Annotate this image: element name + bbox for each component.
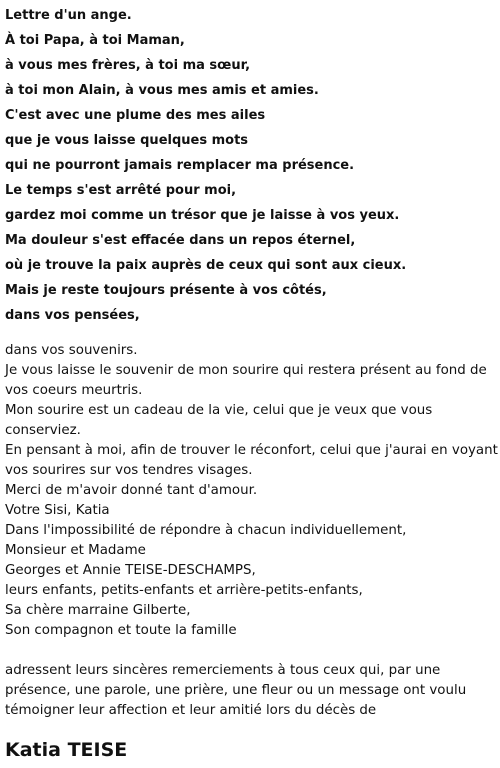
body-line: vos sourires sur vos tendres visages.	[5, 463, 253, 478]
poem-line: où je trouve la paix auprès de ceux qui sont aux cieux.	[5, 258, 407, 273]
body-line: présence, une parole, une prière, une fleur ou un message ont voulu	[5, 683, 467, 698]
body-line: leurs enfants, petits-enfants et arrière-petits-enfants,	[5, 583, 363, 598]
poem-line: C'est avec une plume des mes ailes	[5, 108, 266, 123]
body-line: Georges et Annie TEISE-DESCHAMPS,	[5, 563, 256, 578]
body-line: Mon sourire est un cadeau de la vie, celui que je veux que vous	[5, 403, 433, 418]
body-line: témoigner leur affection et leur amitié lors du décès de	[5, 703, 377, 718]
poem-line: Ma douleur s'est effacée dans un repos éternel,	[5, 233, 356, 248]
poem-line: À toi Papa, à toi Maman,	[5, 33, 185, 48]
body-line: Dans l'impossibilité de répondre à chacun individuellement,	[5, 523, 407, 538]
poem-line: à vous mes frères, à toi ma sœur,	[5, 58, 251, 73]
body-line: En pensant à moi, afin de trouver le réconfort, celui que j'aurai en voyant	[5, 443, 498, 458]
body-line: adressent leurs sincères remerciements à tous ceux qui, par une	[5, 663, 441, 678]
poem-line: Lettre d'un ange.	[5, 8, 132, 23]
body-line: Votre Sisi, Katia	[5, 503, 110, 518]
message-body	[5, 341, 498, 721]
body-line: Son compagnon et toute la famille	[5, 623, 237, 638]
poem-line: à toi mon Alain, à vous mes amis et amies.	[5, 83, 319, 98]
body-line: Merci de m'avoir donné tant d'amour.	[5, 483, 258, 498]
poem-line: dans vos pensées,	[5, 308, 140, 323]
poem-line: Mais je reste toujours présente à vos côtés,	[5, 283, 327, 298]
poem-line: Le temps s'est arrêté pour moi,	[5, 183, 237, 198]
paragraph-gap	[5, 641, 495, 661]
poem-line: qui ne pourront jamais remplacer ma présence.	[5, 158, 355, 173]
body-line: Je vous laisse le souvenir de mon sourire qui restera présent au fond de	[5, 363, 487, 378]
poem-section	[5, 3, 495, 328]
body-line: dans vos souvenirs.	[5, 343, 138, 358]
body-line: conserviez.	[5, 423, 81, 438]
poem-line: que je vous laisse quelques mots	[5, 133, 249, 148]
body-line: Sa chère marraine Gilberte,	[5, 603, 191, 618]
body-line: vos coeurs meurtris.	[5, 383, 143, 398]
body-line: Monsieur et Madame	[5, 543, 146, 558]
poem-line: gardez moi comme un trésor que je laisse à vos yeux.	[5, 208, 400, 223]
deceased-name: Katia TEISE	[5, 739, 128, 761]
